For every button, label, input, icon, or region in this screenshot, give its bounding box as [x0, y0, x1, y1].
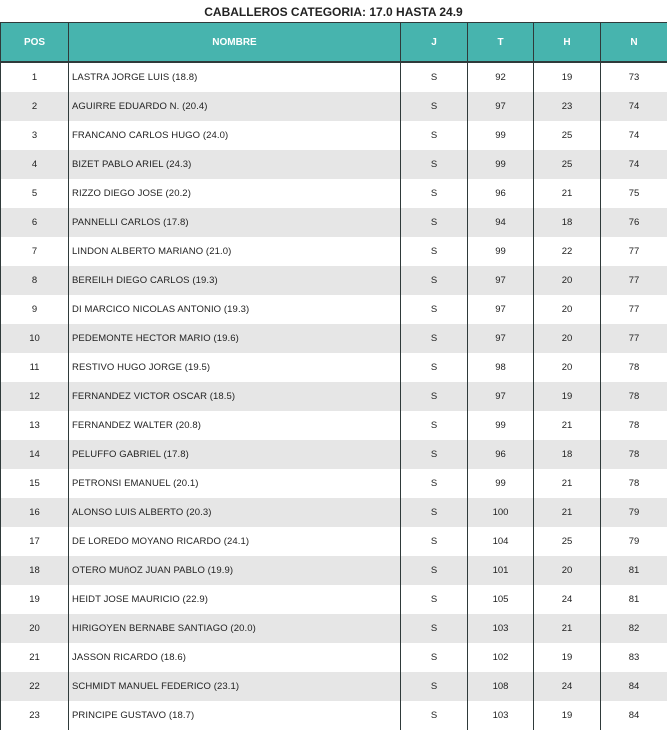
- cell-pos: 11: [1, 353, 69, 382]
- cell-j: S: [401, 498, 468, 527]
- cell-n: 77: [601, 295, 667, 324]
- cell-nombre: BEREILH DIEGO CARLOS (19.3): [69, 266, 401, 295]
- cell-t: 99: [468, 150, 534, 179]
- page-title: CABALLEROS CATEGORIA: 17.0 HASTA 24.9: [204, 5, 463, 19]
- cell-h: 19: [534, 382, 601, 411]
- cell-pos: 5: [1, 179, 69, 208]
- table-row: [1, 62, 667, 92]
- cell-h: 18: [534, 208, 601, 237]
- cell-t: 99: [468, 469, 534, 498]
- cell-t: 99: [468, 411, 534, 440]
- table-body: [1, 62, 667, 730]
- cell-n: 84: [601, 701, 667, 730]
- cell-j: S: [401, 643, 468, 672]
- table-row: [1, 469, 667, 498]
- table-row: [1, 498, 667, 527]
- cell-h: 21: [534, 411, 601, 440]
- cell-h: 20: [534, 556, 601, 585]
- table-row: [1, 614, 667, 643]
- table-row: [1, 266, 667, 295]
- cell-n: 75: [601, 179, 667, 208]
- cell-t: 108: [468, 672, 534, 701]
- table-row: [1, 92, 667, 121]
- cell-j: S: [401, 585, 468, 614]
- cell-j: S: [401, 266, 468, 295]
- table-row: [1, 701, 667, 730]
- table-row: [1, 237, 667, 266]
- cell-t: 97: [468, 266, 534, 295]
- results-table: [0, 22, 667, 730]
- cell-nombre: DI MARCICO NICOLAS ANTONIO (19.3): [69, 295, 401, 324]
- cell-t: 105: [468, 585, 534, 614]
- cell-j: S: [401, 92, 468, 121]
- cell-pos: 6: [1, 208, 69, 237]
- cell-t: 94: [468, 208, 534, 237]
- cell-j: S: [401, 701, 468, 730]
- cell-j: S: [401, 556, 468, 585]
- cell-t: 103: [468, 614, 534, 643]
- cell-j: S: [401, 150, 468, 179]
- cell-nombre: FERNANDEZ VICTOR OSCAR (18.5): [69, 382, 401, 411]
- column-header-pos: POS: [1, 23, 69, 63]
- table-row: [1, 208, 667, 237]
- cell-t: 103: [468, 701, 534, 730]
- cell-nombre: FERNANDEZ WALTER (20.8): [69, 411, 401, 440]
- table-row: [1, 121, 667, 150]
- cell-j: S: [401, 62, 468, 92]
- cell-n: 82: [601, 614, 667, 643]
- cell-pos: 8: [1, 266, 69, 295]
- cell-h: 20: [534, 353, 601, 382]
- cell-j: S: [401, 121, 468, 150]
- cell-j: S: [401, 237, 468, 266]
- cell-pos: 20: [1, 614, 69, 643]
- table-row: [1, 324, 667, 353]
- cell-t: 92: [468, 62, 534, 92]
- cell-nombre: PELUFFO GABRIEL (17.8): [69, 440, 401, 469]
- cell-n: 77: [601, 324, 667, 353]
- cell-nombre: LASTRA JORGE LUIS (18.8): [69, 62, 401, 92]
- cell-pos: 4: [1, 150, 69, 179]
- cell-j: S: [401, 295, 468, 324]
- cell-h: 24: [534, 672, 601, 701]
- cell-nombre: HIRIGOYEN BERNABE SANTIAGO (20.0): [69, 614, 401, 643]
- cell-t: 99: [468, 121, 534, 150]
- table-row: [1, 295, 667, 324]
- cell-h: 20: [534, 266, 601, 295]
- cell-t: 99: [468, 237, 534, 266]
- cell-pos: 7: [1, 237, 69, 266]
- cell-pos: 23: [1, 701, 69, 730]
- table-row: [1, 643, 667, 672]
- cell-h: 19: [534, 62, 601, 92]
- cell-n: 74: [601, 150, 667, 179]
- cell-h: 25: [534, 150, 601, 179]
- cell-j: S: [401, 527, 468, 556]
- cell-h: 20: [534, 324, 601, 353]
- cell-n: 83: [601, 643, 667, 672]
- column-header-j: J: [401, 23, 468, 63]
- cell-nombre: RIZZO DIEGO JOSE (20.2): [69, 179, 401, 208]
- cell-n: 78: [601, 411, 667, 440]
- cell-pos: 14: [1, 440, 69, 469]
- cell-j: S: [401, 614, 468, 643]
- cell-j: S: [401, 382, 468, 411]
- cell-t: 97: [468, 92, 534, 121]
- cell-h: 21: [534, 614, 601, 643]
- cell-nombre: PETRONSI EMANUEL (20.1): [69, 469, 401, 498]
- cell-n: 79: [601, 527, 667, 556]
- cell-h: 25: [534, 527, 601, 556]
- column-header-nombre: NOMBRE: [69, 23, 401, 63]
- table-row: [1, 150, 667, 179]
- cell-pos: 1: [1, 62, 69, 92]
- cell-j: S: [401, 469, 468, 498]
- cell-t: 104: [468, 527, 534, 556]
- cell-nombre: LINDON ALBERTO MARIANO (21.0): [69, 237, 401, 266]
- cell-nombre: PANNELLI CARLOS (17.8): [69, 208, 401, 237]
- cell-h: 18: [534, 440, 601, 469]
- cell-nombre: BIZET PABLO ARIEL (24.3): [69, 150, 401, 179]
- table-header-row: [1, 23, 667, 63]
- cell-nombre: FRANCANO CARLOS HUGO (24.0): [69, 121, 401, 150]
- cell-t: 98: [468, 353, 534, 382]
- cell-h: 21: [534, 469, 601, 498]
- cell-pos: 3: [1, 121, 69, 150]
- table-row: [1, 353, 667, 382]
- table-row: [1, 382, 667, 411]
- cell-n: 79: [601, 498, 667, 527]
- cell-nombre: DE LOREDO MOYANO RICARDO (24.1): [69, 527, 401, 556]
- cell-n: 74: [601, 92, 667, 121]
- cell-pos: 21: [1, 643, 69, 672]
- cell-pos: 16: [1, 498, 69, 527]
- cell-pos: 19: [1, 585, 69, 614]
- cell-h: 19: [534, 701, 601, 730]
- cell-pos: 12: [1, 382, 69, 411]
- cell-pos: 10: [1, 324, 69, 353]
- cell-nombre: AGUIRRE EDUARDO N. (20.4): [69, 92, 401, 121]
- cell-pos: 17: [1, 527, 69, 556]
- cell-h: 25: [534, 121, 601, 150]
- cell-t: 97: [468, 382, 534, 411]
- table-row: [1, 411, 667, 440]
- cell-n: 76: [601, 208, 667, 237]
- cell-n: 78: [601, 469, 667, 498]
- cell-t: 100: [468, 498, 534, 527]
- cell-t: 102: [468, 643, 534, 672]
- cell-n: 78: [601, 440, 667, 469]
- cell-h: 21: [534, 179, 601, 208]
- cell-n: 84: [601, 672, 667, 701]
- cell-h: 20: [534, 295, 601, 324]
- cell-pos: 13: [1, 411, 69, 440]
- cell-n: 74: [601, 121, 667, 150]
- cell-n: 78: [601, 353, 667, 382]
- cell-j: S: [401, 208, 468, 237]
- column-header-t: T: [468, 23, 534, 63]
- table-row: [1, 527, 667, 556]
- cell-j: S: [401, 672, 468, 701]
- cell-pos: 9: [1, 295, 69, 324]
- cell-h: 19: [534, 643, 601, 672]
- cell-n: 78: [601, 382, 667, 411]
- cell-nombre: HEIDT JOSE MAURICIO (22.9): [69, 585, 401, 614]
- cell-n: 73: [601, 62, 667, 92]
- cell-pos: 18: [1, 556, 69, 585]
- cell-nombre: OTERO MUñOZ JUAN PABLO (19.9): [69, 556, 401, 585]
- cell-nombre: SCHMIDT MANUEL FEDERICO (23.1): [69, 672, 401, 701]
- cell-pos: 22: [1, 672, 69, 701]
- cell-nombre: ALONSO LUIS ALBERTO (20.3): [69, 498, 401, 527]
- table-row: [1, 556, 667, 585]
- cell-j: S: [401, 353, 468, 382]
- column-header-h: H: [534, 23, 601, 63]
- cell-t: 97: [468, 295, 534, 324]
- cell-nombre: RESTIVO HUGO JORGE (19.5): [69, 353, 401, 382]
- cell-n: 77: [601, 237, 667, 266]
- cell-nombre: JASSON RICARDO (18.6): [69, 643, 401, 672]
- cell-j: S: [401, 411, 468, 440]
- cell-t: 97: [468, 324, 534, 353]
- cell-h: 23: [534, 92, 601, 121]
- column-header-n: N: [601, 23, 667, 63]
- cell-j: S: [401, 324, 468, 353]
- cell-h: 21: [534, 498, 601, 527]
- table-row: [1, 585, 667, 614]
- cell-n: 81: [601, 585, 667, 614]
- cell-h: 24: [534, 585, 601, 614]
- cell-j: S: [401, 179, 468, 208]
- cell-nombre: PRINCIPE GUSTAVO (18.7): [69, 701, 401, 730]
- cell-nombre: PEDEMONTE HECTOR MARIO (19.6): [69, 324, 401, 353]
- cell-t: 101: [468, 556, 534, 585]
- cell-h: 22: [534, 237, 601, 266]
- table-row: [1, 440, 667, 469]
- cell-t: 96: [468, 179, 534, 208]
- table-row: [1, 179, 667, 208]
- cell-pos: 15: [1, 469, 69, 498]
- cell-t: 96: [468, 440, 534, 469]
- table-row: [1, 672, 667, 701]
- cell-j: S: [401, 440, 468, 469]
- cell-pos: 2: [1, 92, 69, 121]
- cell-n: 77: [601, 266, 667, 295]
- cell-n: 81: [601, 556, 667, 585]
